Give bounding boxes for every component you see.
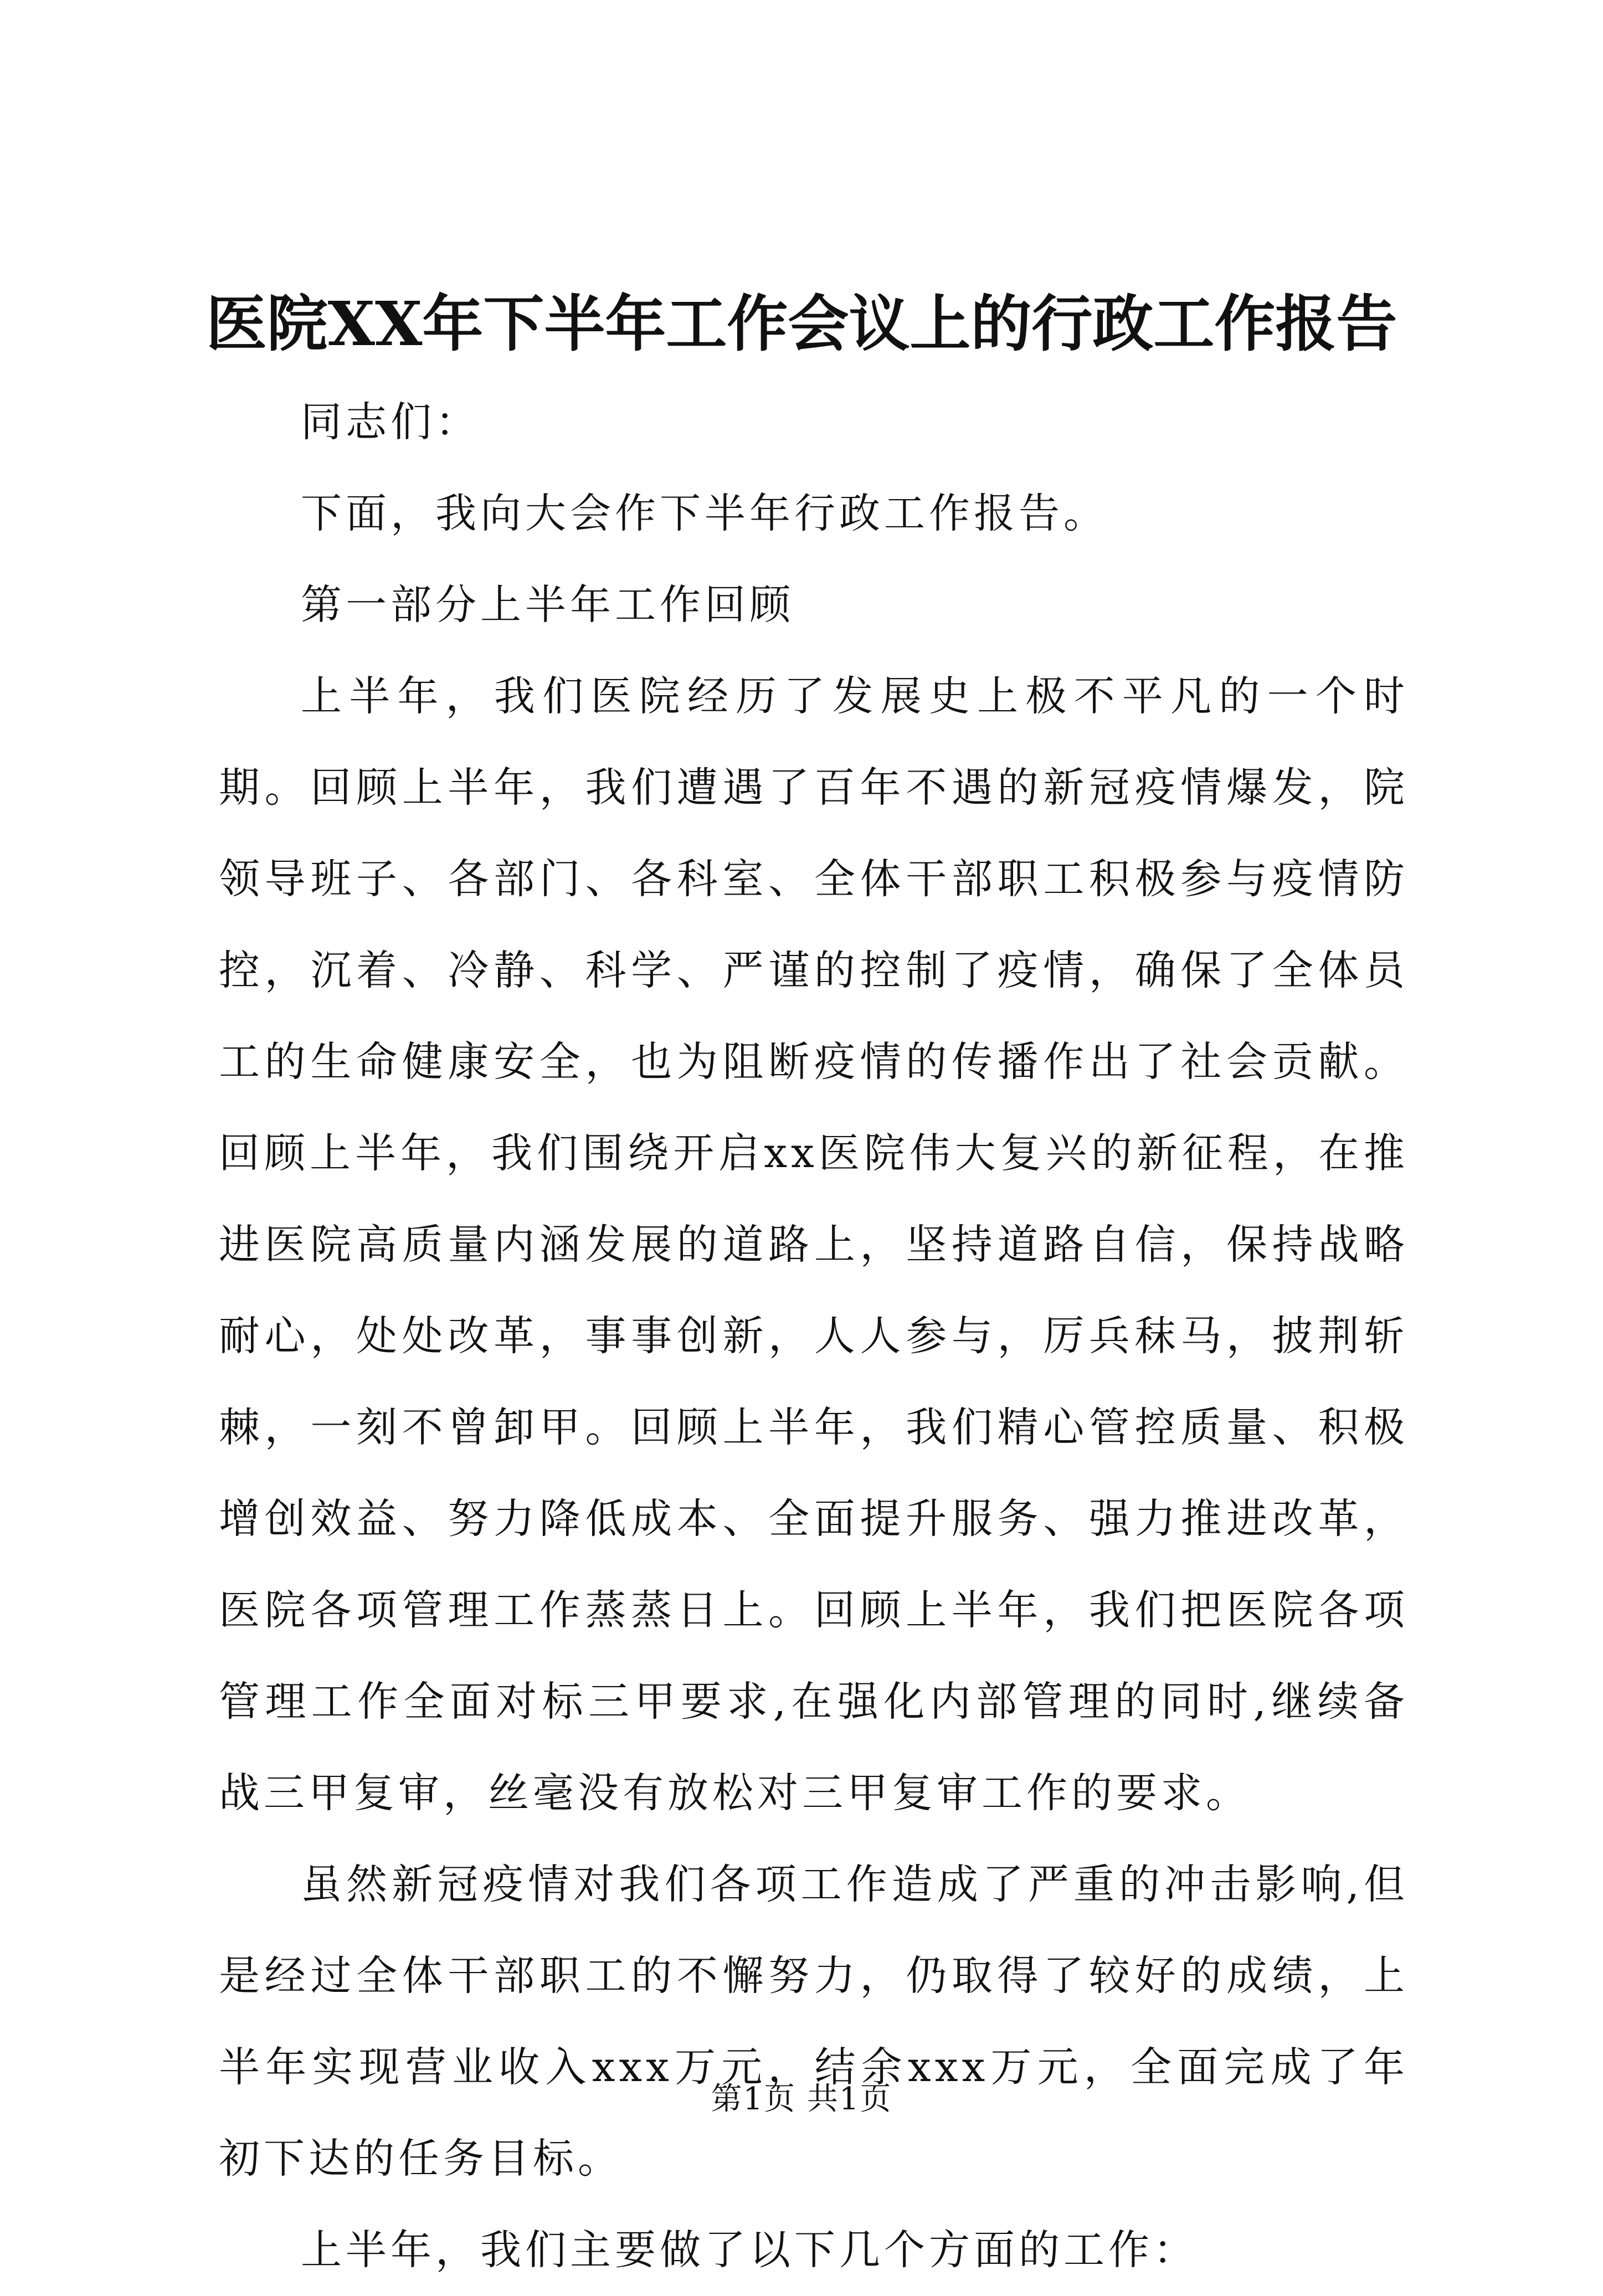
page-footer: 第1页 共1页: [711, 2081, 892, 2117]
work-summary-paragraph: 上半年，我们主要做了以下几个方面的工作：: [301, 2226, 1198, 2274]
greeting-paragraph: 同志们：: [301, 398, 480, 446]
results-paragraph: 虽然新冠疫情对我们各项工作造成了严重的冲击影响,但是经过全体干部职工的不懈努力，仍取得了较好的成绩，上半年实现营业收入xxx万元，结余xxx万元，全面完成了年初下达的任务目标。: [219, 1861, 1409, 2182]
section-heading: 第一部分上半年工作回顾: [301, 581, 794, 629]
intro-paragraph: 下面，我向大会作下半年行政工作报告。: [301, 490, 1108, 537]
document-title: 医院XX年下半年工作会议上的行政工作报告: [205, 288, 1398, 359]
document-body: [219, 377, 1409, 2296]
review-paragraph: 上半年，我们医院经历了发展史上极不平凡的一个时期。回顾上半年，我们遭遇了百年不遇的新冠疫情爆发，院领导班子、各部门、各科室、全体干部职工积极参与疫情防控，沉着、冷静、科学、严谨的控制了疫情，确保了全体员工的生命健康安全，也为阻断疫情的传播作出了社会贡献。回顾上半年，我们围绕开启xx医院伟大复兴的新征程，在推进医院高质量内涵发展的道路上，坚持道路自信，保持战略耐心，处处改革，事事创新，人人参与，厉兵秣马，披荆斩棘，一刻不曾卸甲。回顾上半年，我们精心管控质量、积极增创效益、努力降低成本、全面提升服务、强力推进改革，医院各项管理工作蒸蒸日上。回顾上半年，我们把医院各项管理工作全面对标三甲要求,在强化内部管理的同时,继续备战三甲复审，丝毫没有放松对三甲复审工作的要求。: [219, 672, 1409, 1817]
